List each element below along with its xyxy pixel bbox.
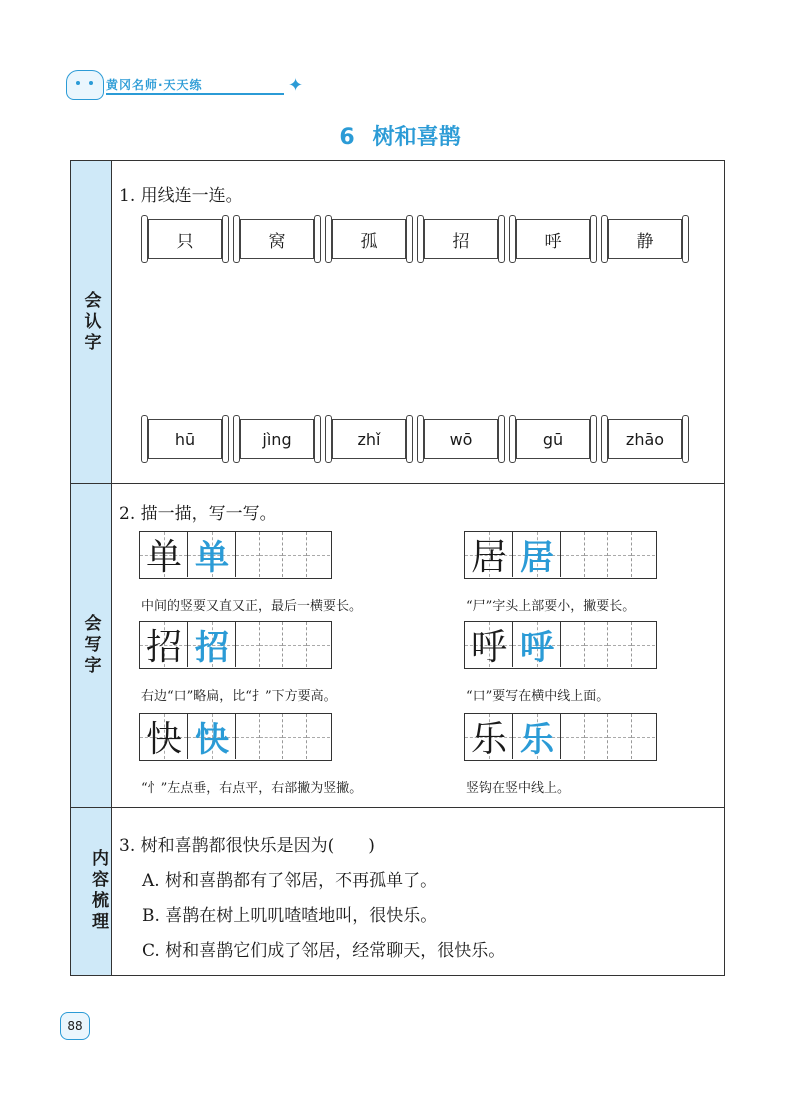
option-a[interactable]: A. 树和喜鹊都有了邻居，不再孤单了。 [142,871,438,891]
brand-underline [106,93,284,95]
q2-prompt: 2. 描一描，写一写。 [119,504,277,524]
lesson-title: 树和喜鹊 [372,125,461,150]
brand-text: 黄冈名师·天天练 [106,78,203,92]
writing-hint: “尸”字头上部要小，撇要长。 [466,599,636,614]
section-label-recognize: 会认字 [71,161,112,483]
pinyin-scroll[interactable]: wō [417,415,505,463]
model-character: 招 [145,627,182,668]
trace-character: 单 [195,538,229,578]
page-number: 88 [60,1012,90,1040]
writing-grid[interactable] [139,713,332,761]
writing-hint: 中间的竖要又直又正，最后一横要长。 [141,599,363,614]
option-c[interactable]: C. 树和喜鹊它们成了邻居，经常聊天，很快乐。 [142,941,506,961]
pinyin-scroll[interactable]: hū [141,415,229,463]
exercise-frame [70,160,725,976]
pinyin-scroll[interactable]: zhāo [601,415,689,463]
writing-grid[interactable] [139,531,332,579]
trace-character: 招 [195,628,229,668]
pinyin-scroll[interactable]: jìng [233,415,321,463]
character-scroll[interactable]: 静 [601,215,689,263]
section-label-content: 内容梳理 [71,807,112,975]
bear-logo-icon [66,70,104,100]
writing-grid[interactable] [464,713,657,761]
model-character: 乐 [470,719,507,760]
writing-hint: “忄”左点垂，右点平，右部撇为竖撇。 [141,781,363,796]
character-scroll[interactable]: 只 [141,215,229,263]
trace-character: 呼 [520,628,554,668]
section-divider [71,483,724,484]
sparkle-icon: ✦ [288,75,304,96]
trace-character: 快 [195,720,229,760]
pinyin-scroll[interactable]: zhǐ [325,415,413,463]
section-label-write: 会写字 [71,483,112,807]
pinyin-scroll-row [141,415,689,463]
writing-grid[interactable] [464,621,657,669]
writing-hint: “口”要写在横中线上面。 [466,689,610,704]
writing-hint: 竖钩在竖中线上。 [466,781,571,796]
section-divider [71,807,724,808]
trace-character: 乐 [520,720,554,760]
q1-prompt: 1. 用线连一连。 [119,186,243,206]
lesson-number: 6 [339,125,355,150]
q3-prompt: 3. 树和喜鹊都很快乐是因为( ) [119,836,375,856]
model-character: 单 [145,537,182,578]
model-character: 居 [470,537,507,578]
writing-hint: 右边“口”略扁，比“扌”下方要高。 [141,689,337,704]
character-scroll[interactable]: 孤 [325,215,413,263]
page-title [0,120,800,151]
character-scroll[interactable]: 呼 [509,215,597,263]
option-b[interactable]: B. 喜鹊在树上叽叽喳喳地叫，很快乐。 [142,906,438,926]
model-character: 快 [145,719,182,760]
model-character: 呼 [470,627,507,668]
character-scroll[interactable]: 窝 [233,215,321,263]
pinyin-scroll[interactable]: gū [509,415,597,463]
character-scroll-row [141,215,689,263]
writing-grid[interactable] [464,531,657,579]
writing-grid[interactable] [139,621,332,669]
character-scroll[interactable]: 招 [417,215,505,263]
brand-header [66,70,304,100]
trace-character: 居 [520,538,554,578]
